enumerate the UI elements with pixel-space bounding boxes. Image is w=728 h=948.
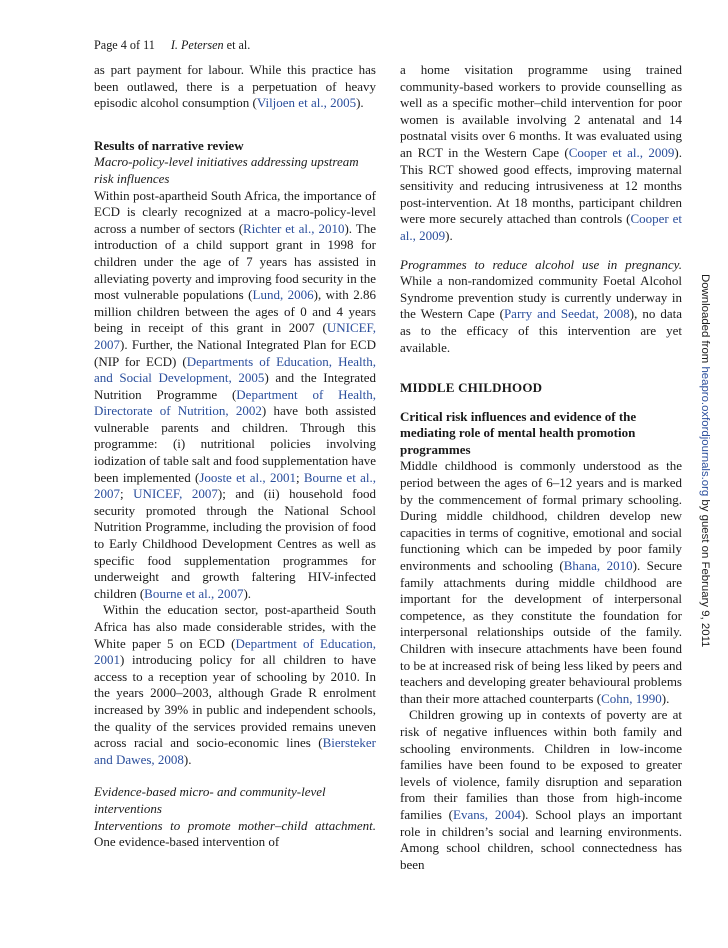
section-heading-results: Results of narrative review bbox=[94, 137, 244, 153]
citation-link[interactable]: Department of Health, Directorate of Nutrition, 2002 bbox=[94, 386, 376, 419]
paragraph-text: ; bbox=[295, 469, 304, 485]
citation-link[interactable]: Jooste et al., 2001 bbox=[199, 469, 296, 485]
citation-link[interactable]: Evans, 2004 bbox=[453, 806, 521, 822]
paragraph-text: ). bbox=[445, 227, 453, 243]
watermark-prefix: Downloaded from bbox=[699, 274, 711, 367]
paragraph-text: Middle childhood is commonly understood as the period between the ages of 6–12 years and is marked by the commencement of formal primary schooling. During middle childhood, children develop new capacities in terms of cognitive, emotional and social functioning which can be impeded by poor family environments and schooling ( bbox=[400, 458, 682, 574]
citation-link[interactable]: Viljoen et al., 2005 bbox=[256, 95, 357, 111]
right-column bbox=[400, 62, 682, 873]
paragraph bbox=[94, 188, 376, 603]
citation-link[interactable]: Department of Education, 2001 bbox=[94, 635, 376, 668]
author-name: I. Petersen bbox=[170, 38, 224, 52]
paragraph-text: ). Further, the National Integrated Plan for ECD (NIP for ECD) ( bbox=[94, 336, 376, 369]
section-heading-middle-childhood: MIDDLE CHILDHOOD bbox=[400, 380, 543, 396]
left-column bbox=[94, 62, 376, 851]
paragraph-text: ) have both assisted vulnerable parents and children. Through this programme: (i) nutritional policies involving iodization of table salt and food supplementation have been implemented ( bbox=[94, 403, 376, 485]
paragraph bbox=[400, 257, 682, 357]
citation-link[interactable]: Biersteker and Dawes, 2008 bbox=[94, 735, 376, 767]
paragraph-text: ). bbox=[243, 585, 252, 601]
running-head bbox=[94, 38, 250, 53]
citation-link[interactable]: UNICEF, 2007 bbox=[94, 320, 376, 352]
paragraph-text: ); and (ii) household food security promoted through the National School Nutrition Programme, including the provision of food to Early Childhood Development Centres as well as specific food supplementation programmes for underweight and growth faltering HIV-infected children ( bbox=[94, 486, 376, 601]
paragraph-text: One evidence-based intervention of bbox=[94, 834, 280, 850]
paragraph-text: as part payment for labour. While this practice has been outlawed, there is a perpetuation of heavy episodic alcohol consumption ( bbox=[94, 62, 376, 111]
paragraph-text: ) introducing policy for all children to have access to a reception year of schooling by 2010. In the years 2000–2003, although Grade R enrolment increased by 39% in public and independent schools, the quality of the services provided remains uneven across racial and socio-economic lines ( bbox=[94, 652, 376, 751]
paragraph-text bbox=[400, 273, 682, 354]
paragraph-text: ) and the Integrated Nutrition Programme ( bbox=[94, 370, 376, 402]
paragraph-text: While a non-randomized community Foetal Alcohol Syndrome prevention study is currently underway in the Western Cape ( bbox=[400, 273, 682, 322]
citation-link[interactable]: Parry and Seedat, 2008 bbox=[503, 306, 630, 322]
paragraph bbox=[94, 62, 376, 112]
citation-link[interactable]: Bourne et al., 2007 bbox=[144, 585, 244, 601]
subheading-evidence-based: Evidence-based micro- and community-level interventions bbox=[94, 784, 326, 816]
download-watermark bbox=[697, 274, 713, 714]
paragraph-text: ; bbox=[120, 486, 134, 502]
paragraph bbox=[94, 818, 376, 851]
section-heading-critical-risk: Critical risk influences and evidence of the mediating role of mental health promotion programmes bbox=[400, 408, 637, 457]
page-label: Page 4 of 11 bbox=[94, 38, 155, 52]
citation-link[interactable]: Departments of Education, Health, and Social Development, 2005 bbox=[94, 353, 376, 386]
journal-link[interactable]: heapro.oxfordjournals.org bbox=[699, 366, 711, 497]
paragraph-text: ). This RCT showed good effects, improving maternal sensitivity and reducing intrusiveness at 12 months post-intervention. At 18 months, participant children were more securely attached than controls ( bbox=[400, 144, 682, 227]
citation-link[interactable]: UNICEF, 2007 bbox=[133, 486, 218, 502]
paragraph-text: Within the education sector, post-apartheid South Africa has also made considerable strides, with the White paper 5 on ECD ( bbox=[94, 602, 376, 651]
run-in-heading: Programmes to reduce alcohol use in pregnancy. bbox=[400, 256, 682, 272]
paragraph-text: ). bbox=[661, 690, 670, 706]
paragraph-text: ). School plays an important role in children’s social and learning environments. Among school children, school connectedness has been bbox=[400, 806, 682, 872]
watermark-suffix: by guest on February 9, 2011 bbox=[699, 496, 711, 648]
citation-link[interactable]: Cooper et al., 2009 bbox=[400, 211, 682, 243]
paragraph-text: ). Secure family attachments during middle childhood are important for the development of interpersonal competence, as they constitute the foundation for interpersonal relationships outside of the family. Children with insecure attachments have been found to be at increased risk of being less liked by peers and teachers and developing greater behavioural problems than their more attached counterparts ( bbox=[400, 558, 683, 706]
paragraph-text: ), no data as to the efficacy of this intervention are yet available. bbox=[400, 306, 682, 355]
paragraph-text: ), with 2.86 million children between the ages of 0 and 4 years being in receipt of this grant in 2007 ( bbox=[94, 287, 376, 336]
paragraph-text: ). bbox=[183, 751, 192, 767]
paragraph-text: a home visitation programme using trained community-based workers to provide counselling as well as a specific mother–child intervention for poor women is available involving 2 antenatal and 14 postnatal visits over 6 months. It was evaluated using an RCT in the Western Cape ( bbox=[400, 62, 682, 160]
citation-link[interactable]: Lund, 2006 bbox=[252, 287, 314, 303]
run-in-heading: Interventions to promote mother–child attachment. bbox=[94, 817, 376, 833]
subheading-macro-policy: Macro-policy-level initiatives addressing upstream risk influences bbox=[94, 154, 359, 186]
citation-link[interactable]: Cohn, 1990 bbox=[601, 690, 662, 706]
paragraph bbox=[400, 62, 682, 245]
citation-link[interactable]: Richter et al., 2010 bbox=[243, 220, 345, 236]
paragraph-text: ). bbox=[356, 95, 364, 111]
paragraph bbox=[94, 602, 376, 768]
citation-link[interactable]: Bourne et al., 2007 bbox=[94, 469, 376, 502]
paragraph-text: ). The introduction of a child support grant in 1998 for children under the age of 7 years has assisted in alleviating poverty and improving food security in the most vulnerable populations ( bbox=[94, 220, 376, 303]
citation-link[interactable]: Bhana, 2010 bbox=[563, 558, 633, 574]
citation-link[interactable]: Cooper et al., 2009 bbox=[568, 144, 675, 160]
paragraph bbox=[400, 707, 682, 873]
author-suffix: et al. bbox=[223, 38, 251, 52]
paragraph-text: Within post-apartheid South Africa, the importance of ECD is clearly recognized at a macro-policy-level across a number of sectors ( bbox=[94, 187, 376, 236]
paragraph-text: Children growing up in contexts of poverty are at risk of negative influences within both family and schooling environments. Children in low-income families have been found to be exposed to greater levels of violence, family disruption and separation from their families than those from high-income families ( bbox=[400, 707, 682, 822]
paragraph bbox=[400, 458, 682, 707]
